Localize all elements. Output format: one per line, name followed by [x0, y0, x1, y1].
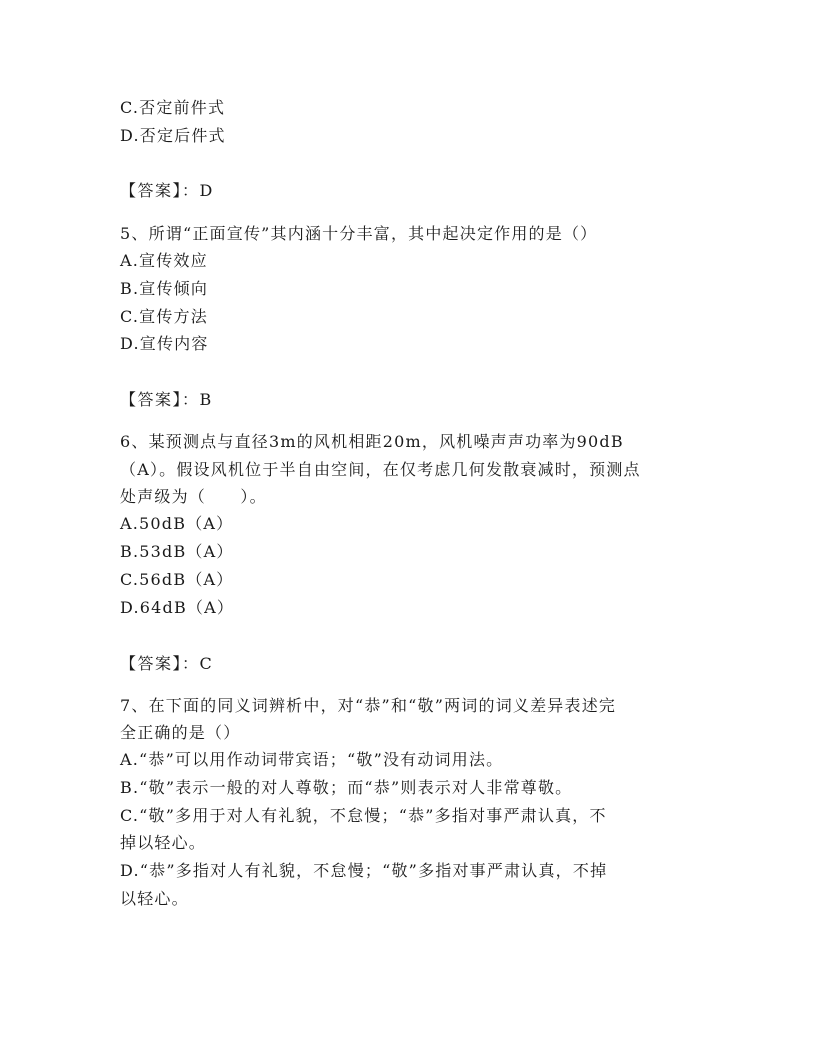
q4-answer: 【答案】：D — [120, 181, 214, 200]
q5-question: 5、所谓“正面宣传”其内涵十分丰富，其中起决定作用的是（） — [120, 224, 598, 243]
q4-option-c: C.否定前件式 — [120, 98, 226, 117]
q7-option-a: A.“恭”可以用作动词带宾语；“敬”没有动词用法。 — [120, 750, 504, 769]
q6-option-b: B.53dB（A） — [120, 542, 234, 561]
q6-option-c: C.56dB（A） — [120, 570, 234, 589]
q5-option-d: D.宣传内容 — [120, 334, 209, 353]
q5-answer: 【答案】：B — [120, 390, 213, 409]
q7-question-line-1: 7、在下面的同义词辨析中，对“恭”和“敬”两词的词义差异表述完 — [120, 696, 617, 715]
q7-option-b: B.“敬”表示一般的对人尊敬；而“恭”则表示对人非常尊敬。 — [120, 778, 573, 797]
q7-question-line-2: 全正确的是（） — [120, 723, 241, 742]
q6-option-a: A.50dB（A） — [120, 514, 234, 533]
q6-question-line-2: （A）。假设风机位于半自由空间，在仅考虑几何发散衰减时，预测点 — [120, 460, 641, 479]
q6-question-line-1: 6、某预测点与直径3m的风机相距20m，风机噪声声功率为90dB — [120, 432, 624, 451]
q4-option-d: D.否定后件式 — [120, 126, 226, 145]
q5-option-b: B.宣传倾向 — [120, 279, 209, 298]
q6-answer: 【答案】：C — [120, 654, 214, 673]
q7-option-d-line-1: D.“恭”多指对人有礼貌，不怠慢；“敬”多指对事严肃认真，不掉 — [120, 861, 608, 880]
q7-option-c-line-2: 掉以轻心。 — [120, 833, 207, 852]
q5-option-a: A.宣传效应 — [120, 251, 208, 270]
q7-option-c-line-1: C.“敬”多用于对人有礼貌，不怠慢；“恭”多指对事严肃认真，不 — [120, 806, 607, 825]
q5-option-c: C.宣传方法 — [120, 307, 208, 326]
q6-option-d: D.64dB（A） — [120, 598, 235, 617]
q7-option-d-line-2: 以轻心。 — [120, 889, 189, 908]
q6-question-line-3: 处声级为（ ）。 — [120, 487, 267, 506]
